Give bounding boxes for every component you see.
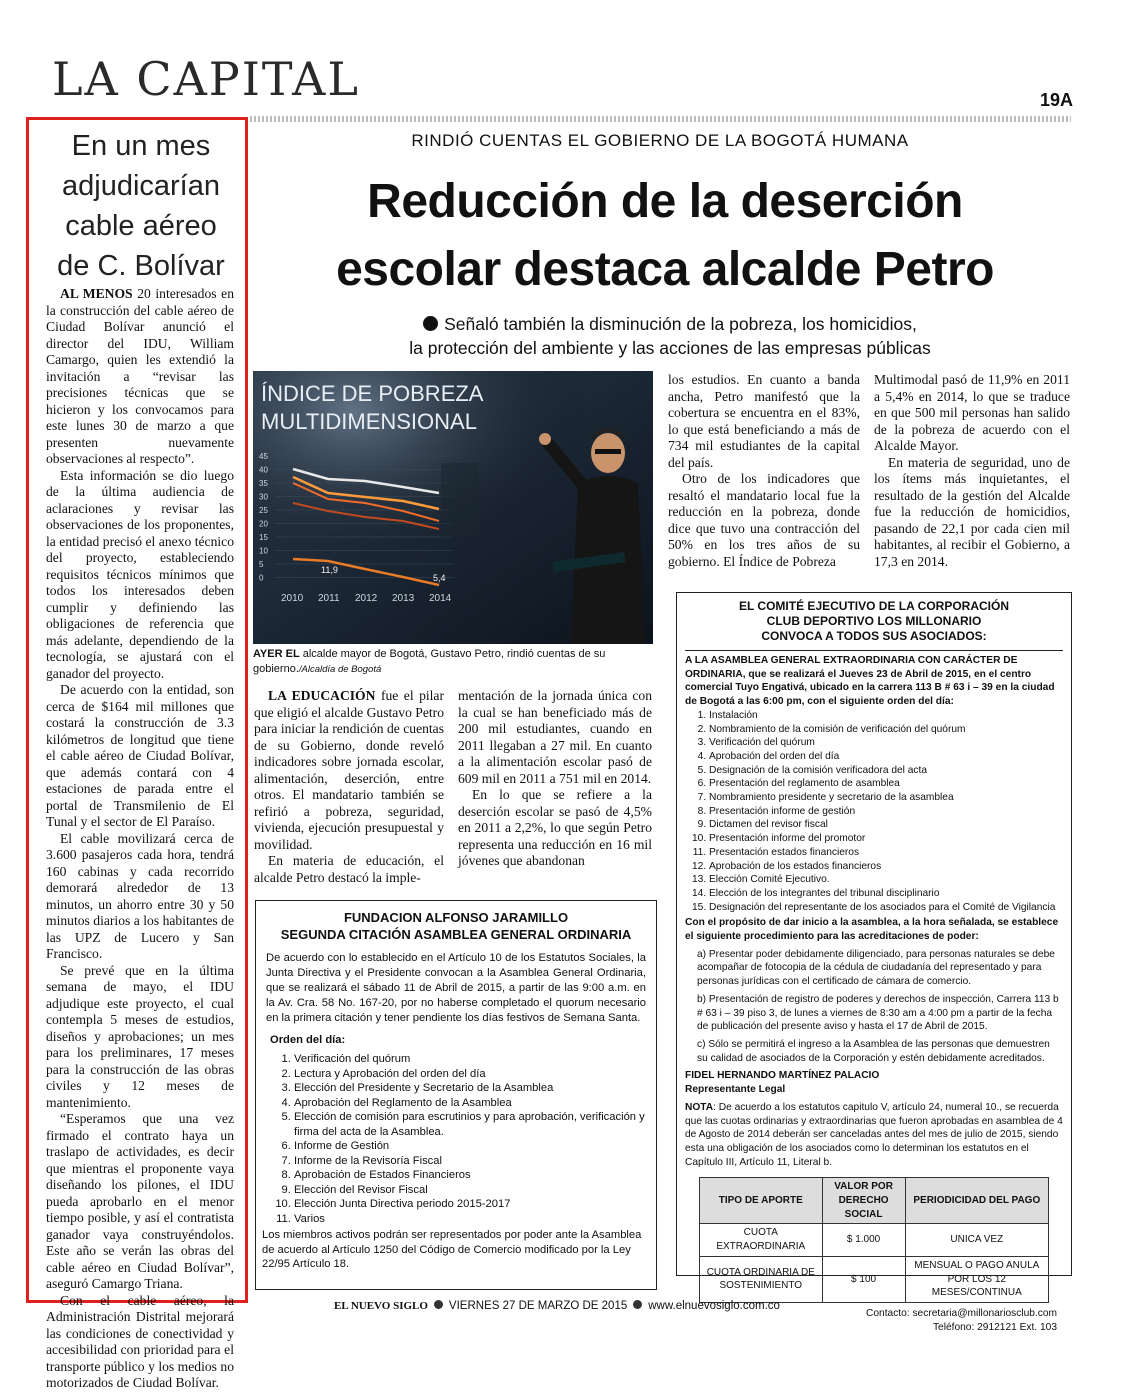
notice-intro: A LA ASAMBLEA GENERAL EXTRAORDINARIA CON CARÁCTER DE ORDINARIA, que se realizará el Jueves 23 de Abril de 2015, en el centro comercial Tuyo Engativá, ubicado en la carrera 113 B # 63 i – 39 en la ciudad de Bogotá a las 6:00 pm, con el siguiente orden del día: [685,650,1063,709]
photo-caption [253,647,653,677]
footer-url: www.elnuevosiglo.com.co [648,1300,780,1312]
footer-paper: EL NUEVO SIGLO [334,1300,428,1312]
caption-text: alcalde mayor de Bogotá, Gustavo Petro, rindió cuentas de su gobierno. [253,648,606,675]
article-column-2 [458,688,652,870]
agenda-item: 4. Aprobación del orden del día [709,750,1063,764]
article-paragraph: Otro de los indicadores que resaltó el mandatario local fue la reducción en la pobreza, donde dice que tuvo una contracción del 50% en los tres años de su gobierno. El Índice de Pobreza [668,471,860,569]
x-tick-label: 2012 [355,593,378,604]
agenda-item: 7. Nombramiento presidente y secretario de la asamblea [709,791,1063,805]
notice-signer-role: Representante Legal [685,1084,786,1096]
sidebar-paragraph: Esta información se dio luego de la última audiencia de aclaraciones y revisar las observaciones de los proponentes, la entidad precisó el anexo técnico del proyecto, estableciendo requisitos técnicos mínimos que todos los interesados deben cumplir y definiendo las obligaciones de referencia que más adelante, dependiendo de la tecnología, se ajustará con el ganador del proyecto. [46,467,234,681]
notice-contact: Contacto: secretaria@millonariosclub.com [866,1307,1057,1319]
deck-text-1: Señaló también la disminución de la pobreza, los homicidios, [444,314,917,334]
screen-title-2: MULTIDIMENSIONAL [261,409,477,434]
y-tick-label: 20 [259,519,268,529]
deck-line-2: la protección del ambiente y las acciones de las empresas públicas [409,338,931,358]
article-paragraph-text: fue el pilar que eligió el alcalde Gustavo Petro para iniciar la rendición de cuentas de su Gobierno, donde reveló indicadores sobre jornada escolar, alimentación, deserción, entre otros. El mandatario también se refirió a pobreza, seguridad, vivienda, ejecución presupuestal y movilidad. [254,688,444,852]
agenda-item: 6. Informe de Gestión [294,1139,646,1154]
notice-title-line: SEGUNDA CITACIÓN ASAMBLEA GENERAL ORDINARIA [280,927,632,942]
caption-credit: /Alcaldía de Bogotá [298,664,382,675]
agenda-item: 9. Dictamen del revisor fiscal [709,818,1063,832]
article-paragraph: En lo que se refiere a la deserción escolar se pasó de 4,5% en 2011 a 2,2%, lo que según Petro representa una reducción en 16 mil jóvenes que abandonan [458,787,652,868]
agenda-item: 12. Aprobación de los estados financieros [709,860,1063,874]
agenda-item: 10. Presentación informe del promotor [709,832,1063,846]
chart-label-start: 11,9 [321,565,338,575]
article-paragraph: Multimodal pasó de 11,9% en 2011 a 5,4% en 2014, lo que se traduce en que 500 mil personas han salido de la pobreza de acuerdo con el Alcalde Mayor. [874,372,1070,453]
page-number: 19A [1039,90,1073,110]
agenda-item: 5. Designación de la comisión verificadora del acta [709,764,1063,778]
bullet-icon [423,316,438,331]
sidebar-paragraph-text: 20 interesados en la construcción del cable aéreo de Ciudad Bolívar anunció el director del IDU, William Camargo, quien les extendió la invitación a “revisar las precisiones técnicas que se hicieron y los convocamos para este lunes 30 de marzo a que presenten nuevamente observaciones al respecto”. [46,286,234,466]
fees-header: PERIODICIDAD DEL PAGO [905,1178,1048,1224]
x-tick-label: 2011 [318,593,340,604]
agenda-item: 10. Elección Junta Directiva periodo 2015-2017 [294,1197,646,1212]
article-lead: LA EDUCACIÓN [268,688,376,703]
chart-label-end: 5,4 [433,573,446,583]
agenda-item: 15. Designación del representante de los asociados para el Comité de Vigilancia [709,901,1063,915]
x-tick-label: 2010 [281,593,304,604]
article-kicker: RINDIÓ CUENTAS EL GOBIERNO DE LA BOGOTÁ HUMANA [411,131,909,150]
y-tick-label: 15 [259,533,268,542]
article-paragraph: En materia de educación, el alcalde Petro destacó la imple- [254,853,444,885]
article-column-4 [874,372,1070,570]
agenda-item: 4. Aprobación del Reglamento de la Asamblea [294,1096,646,1111]
nota-label: NOTA [685,1101,714,1113]
x-tick-label: 2014 [429,593,452,604]
article-headline [250,168,1080,304]
article-paragraph: los estudios. En cuanto a banda ancha, Petro manifestó que la cobertura se encuentra en el 83%, lo que está beneficiando a más de 734 mil estudiantes de la capital del país. [668,372,860,470]
notice-item-b: b) Presentación de registro de poderes y derechos de inspección, Carrera 113 b # 63 i – 39 piso 3, de lunes a viernes de 8:30 am a 4:00 pm a partir de la fecha de publicación del presente aviso y hasta el 17 de Abril de 2015. [697,993,1059,1033]
sidebar-paragraph: El cable movilizará cerca de 3.600 pasajeros cada hora, tendrá 160 cabinas y cada recorrido demorará alrededor de 13 minutos, un ahorro entre 30 y 50 minutos diarios a los habitantes de las UPZ de Lucero y San Francisco. [46,830,234,961]
headline-line-1: Reducción de la deserción [367,175,963,228]
y-tick-label: 45 [259,452,268,461]
footer-date: VIERNES 27 DE MARZO DE 2015 [448,1300,628,1312]
table-row [700,1256,1049,1302]
article-paragraph: mentación de la jornada única con la cual se han beneficiado más de 200 mil estudiantes, cuando en 2011 llegaban a 27 mil. En cuanto a la alimentación escolar pasó de 609 mil en 2011 a 751 mil en 2014. [458,688,652,786]
caption-lead: AYER EL [253,648,300,660]
y-tick-label: 10 [259,546,268,556]
agenda-item: 1. Instalación [709,709,1063,723]
y-tick-label: 30 [259,492,268,502]
photo-illustration [253,371,653,644]
notice-item-c: c) Sólo se permitirá el ingreso a la Asamblea de las personas que demuestren su calidad de asociados de la Corporación y estén debidamente acreditados. [697,1038,1050,1064]
table-row [700,1224,1049,1256]
notice-title-line: CONVOCA A TODOS SUS ASOCIADOS: [761,629,987,643]
fees-header: TIPO DE APORTE [700,1178,823,1224]
agenda-item: 14. Elección de los integrantes del tribunal disciplinario [709,887,1063,901]
header-rule [250,116,1071,122]
y-tick-label: 0 [259,573,264,583]
notice-title [256,909,656,943]
agenda-item: 1. Verificación del quórum [294,1052,646,1067]
y-tick-label: 35 [259,479,268,488]
agenda-item: 9. Elección del Revisor Fiscal [294,1183,646,1198]
x-tick-label: 2013 [392,593,415,604]
fees-cell: CUOTA ORDINARIA DE SOSTENIMIENTO [700,1256,823,1302]
article-photo [253,371,653,644]
agenda-item: 7. Informe de la Revisoría Fiscal [294,1154,646,1169]
agenda-item: 8. Aprobación de Estados Financieros [294,1168,646,1183]
agenda-item: 2. Nombramiento de la comisión de verificación del quórum [709,723,1063,737]
notice-signer: FIDEL HERNANDO MARTÍNEZ PALACIO [685,1070,880,1082]
fees-header: VALOR POR DERECHO SOCIAL [822,1178,905,1224]
sidebar-paragraph: “Esperamos que una vez firmado el contrato haya un traslapo de actividades, es decir que mientras el proponente vaya diseñando los pilones, el IDU pueda aprobarlo en el menor tiempo posible, y así el contratista ganador vaya construyéndolos. Este año se verán las obras del cable aéreo en Ciudad Bolívar”, aseguró Camargo Triana. [46,1111,234,1291]
fees-cell: MENSUAL O PAGO ANULA POR LOS 12 MESES/CONTINUA [905,1256,1048,1302]
sidebar-headline: En un mes adjudicarían cable aéreo de C. Bolívar [57,130,225,282]
notice-intro: De acuerdo con lo establecido en el Artículo 10 de los Estatutos Sociales, la Junta Directiva y el Presidente convocan a la Asamblea General Ordinaria, que se realizará el sábado 11 de Abril de 2015, a partir de las 9:00 a.m. en la Av. Cra. 58 No. 167-20, por no haberse completado el quorum necesario en la primera citación y tener pendiente los días festivos de Semana Santa. [266,952,646,1024]
notice-agenda-label: Orden del día: [270,1034,346,1046]
agenda-item: 5. Elección de comisión para escrutinios y para aprobación, verificación y firma del acta de la Asamblea. [294,1110,646,1139]
notice-title-line: EL COMITÉ EJECUTIVO DE LA CORPORACIÓN [738,599,1010,613]
agenda-item: 11. Presentación estados financieros [709,846,1063,860]
agenda-item: 13. Elección Comité Ejecutivo. [709,873,1063,887]
notice-title-line: CLUB DEPORTIVO LOS MILLONARIO [766,614,982,628]
notice-title [677,599,1071,644]
agenda-item: 8. Presentación informe de gestión [709,805,1063,819]
headline-line-2: escolar destaca alcalde Petro [336,243,994,296]
article-paragraph: En materia de seguridad, uno de los ítems más inquietantes, el resultado de la gestión del Alcalde fue la reducción de homicidios, pasando de 22,1 por cada cien mil habitantes, al recibir el Gobierno, a 17,3 en 2014. [874,454,1070,569]
notice-title-line: FUNDACION ALFONSO JARAMILLO [343,910,569,925]
fees-cell: CUOTA EXTRAORDINARIA [700,1224,823,1256]
article-column-3 [668,372,860,570]
agenda-item: 3. Elección del Presidente y Secretario de la Asamblea [294,1081,646,1096]
y-tick-label: 5 [259,560,264,569]
agenda-item: 11. Varios [294,1212,646,1227]
y-tick-label: 40 [259,465,268,475]
y-tick-label: 25 [259,506,268,515]
sidebar-paragraph: Con el cable aéreo, la Administración Distrital mejorará las condiciones de conectividad y accesibilidad con prioridad para el transporte público y los medios no motorizados de Ciudad Bolívar. [46,1292,234,1390]
deck-line-1 [360,312,980,336]
nota-text: : De acuerdo a los estatutos capitulo V, artículo 24, numeral 10., se recuerda que las cuotas ordinarias y extraordinarias que fueron aprobadas en asamblea de 4 de Agosto de 2014 deberán ser canceladas antes del mes de julio de 2015, siendo esta una obligación de los asociados como lo determinan los estatutos en el Capítulo III, Artículo 11, Literal b. [685,1101,1063,1168]
notice-agenda-list [685,709,1063,915]
fees-cell: $ 1.000 [822,1224,905,1256]
notice-item-a: a) Presentar poder debidamente diligenciado, para personas naturales se debe acompañar de fotocopia de la cédula de ciudadanía del representado y para personas jurídicas con el certificado de cámara de comercio. [697,948,1055,988]
notice-procedure: Con el propósito de dar inicio a la asamblea, a la hora señalada, se establece el siguiente procedimiento para las acreditaciones de poder: [685,917,1059,943]
agenda-item: 3. Verificación del quórum [709,736,1063,750]
notice-jaramillo [255,900,657,1290]
notice-closing: Los miembros activos podrán ser representados por poder ante la Asamblea de acuerdo al Artículo 1250 del Código de Comercio modificado por la Ley 22/95 Artículo 18. [262,1229,642,1270]
footer-dot-icon [434,1300,443,1309]
notice-nota [685,1101,1063,1170]
screen-title-1: ÍNDICE DE POBREZA [261,381,484,406]
article-deck [360,312,980,360]
sidebar-paragraph: Se prevé que en la última semana de mayo, el IDU adjudique este proyecto, el cual contempla 5 meses de estudios, diseños y aprobaciones; un mes para los preliminares, 17 meses para la construcción de las obras civiles y 12 meses de mantenimiento. [46,962,234,1110]
article-paragraph [254,688,444,853]
fees-cell: UNICA VEZ [905,1224,1048,1256]
fees-cell: $ 100 [822,1256,905,1302]
notice-phone: Teléfono: 2912121 Ext. 103 [932,1321,1057,1333]
footer-dot-icon [633,1300,642,1309]
sidebar-body [46,286,234,1392]
section-masthead: LA CAPITAL [52,52,360,106]
agenda-item: 2. Lectura y Aprobación del orden del día [294,1067,646,1082]
agenda-item: 6. Presentación del reglamento de asamblea [709,777,1063,791]
sidebar-lead: AL MENOS [60,286,133,301]
article-column-1 [254,688,444,886]
fees-table [699,1177,1049,1303]
sidebar-paragraph: De acuerdo con la entidad, son cerca de $164 mil millones que costará la construcción de 3.3 kilómetros de longitud que tiene el cable aéreo de Ciudad Bolívar, que además contará con 4 estaciones de parada entre el portal de Transmilenio de El Tunal y el sector de El Paraíso. [46,682,234,829]
notice-agenda-list [270,1052,646,1226]
page-footer [334,1300,780,1312]
sidebar-paragraph [46,286,234,468]
